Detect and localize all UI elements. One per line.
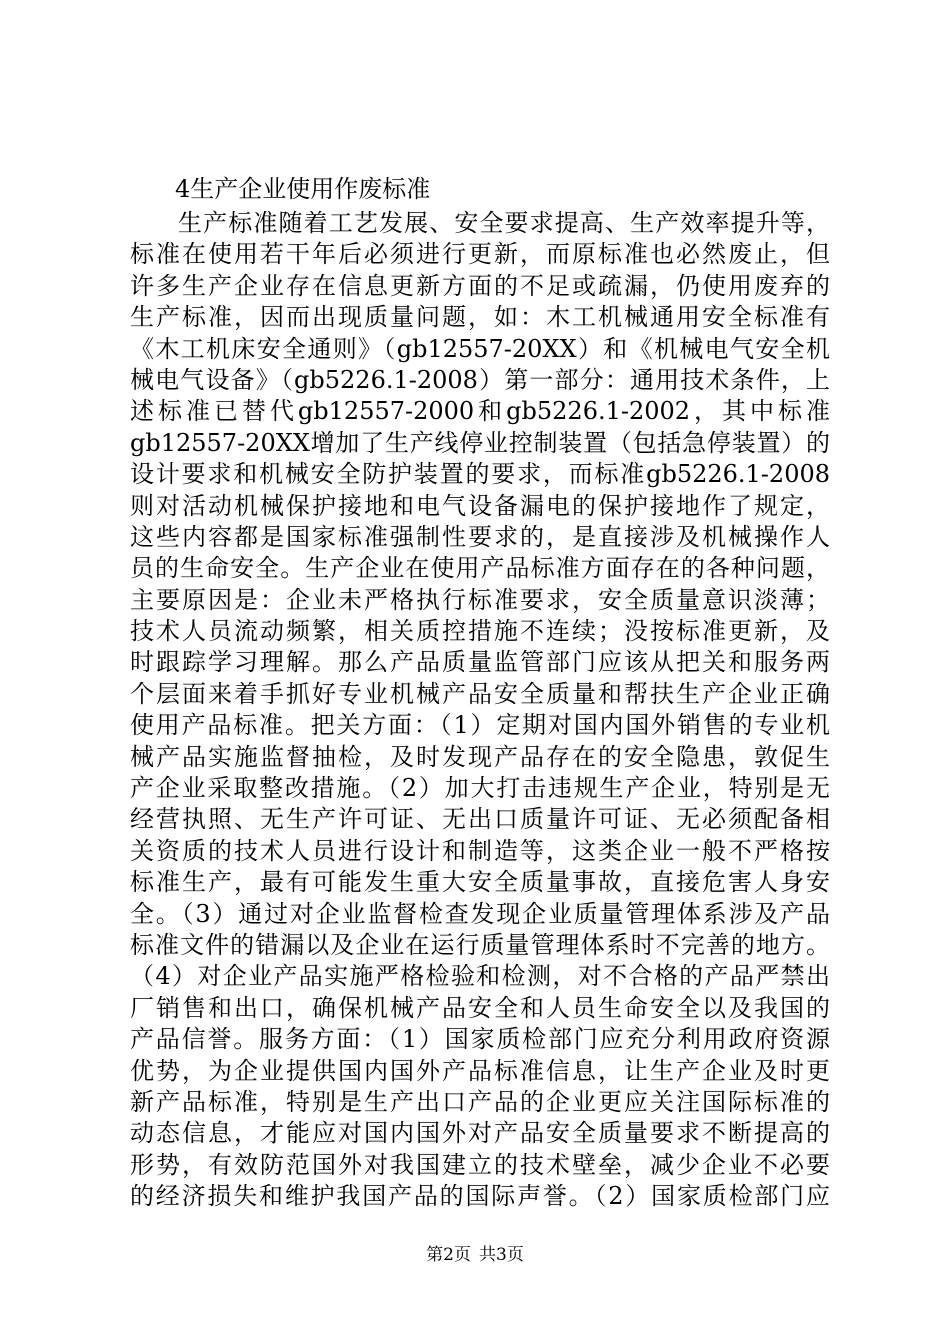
text-line: 厂销售和出口，确保机械产品安全和人员生命安全以及我国的 <box>130 993 830 1022</box>
text-line: 标准生产，最有可能发生重大安全质量事故，直接危害人身安 <box>130 868 830 897</box>
text-line: 形势，有效防范国外对我国建立的技术壁垒，减少企业不必要 <box>130 1150 830 1179</box>
text-line: 《木工机床安全通则》（gb12557-20XX）和《机械电气安全机 <box>130 334 830 363</box>
text-line: 的经济损失和维护我国产品的国际声誉。（2）国家质检部门应 <box>130 1182 830 1211</box>
body-paragraph <box>130 208 830 1213</box>
text-line: 述标准已替代gb12557-2000和gb5226.1-2002，其中标准 <box>130 397 830 426</box>
text-line: 械电气设备》（gb5226.1-2008）第一部分：通用技术条件，上 <box>130 365 830 394</box>
text-line: 这些内容都是国家标准强制性要求的，是直接涉及机械操作人 <box>130 522 830 551</box>
page-total: 共3页 <box>479 1245 524 1265</box>
text-line: 许多生产企业存在信息更新方面的不足或疏漏，仍使用废弃的 <box>130 271 830 300</box>
page-number: 第2页 <box>426 1245 471 1265</box>
text-line: 动态信息，才能应对国内国外对产品安全质量要求不断提高的 <box>130 1119 830 1148</box>
text-line: gb12557-20XX增加了生产线停业控制装置（包括急停装置）的 <box>130 428 830 457</box>
text-line: 设计要求和机械安全防护装置的要求，而标准gb5226.1-2008 <box>130 460 830 489</box>
text-line: 技术人员流动频繁，相关质控措施不连续；没按标准更新，及 <box>130 617 830 646</box>
page-footer <box>0 1244 950 1266</box>
text-line: 个层面来着手抓好专业机械产品安全质量和帮扶生产企业正确 <box>130 679 830 708</box>
text-line: 主要原因是：企业未严格执行标准要求，安全质量意识淡薄； <box>130 585 830 614</box>
text-line: 标准在使用若干年后必须进行更新，而原标准也必然废止，但 <box>130 240 830 269</box>
text-line: 优势，为企业提供国内国外产品标准信息，让生产企业及时更 <box>130 1056 830 1085</box>
text-line: 则对活动机械保护接地和电气设备漏电的保护接地作了规定， <box>130 491 830 520</box>
text-line: 全。（3）通过对企业监督检查发现企业质量管理体系涉及产品 <box>130 899 830 928</box>
text-line: （4）对企业产品实施严格检验和检测，对不合格的产品严禁出 <box>130 962 830 991</box>
text-line: 使用产品标准。把关方面：（1）定期对国内国外销售的专业机 <box>130 711 830 740</box>
text-line: 经营执照、无生产许可证、无出口质量许可证、无必须配备相 <box>130 805 830 834</box>
section-heading: 4生产企业使用作废标准 <box>175 175 431 203</box>
text-line: 械产品实施监督抽检，及时发现产品存在的安全隐患，敦促生 <box>130 742 830 771</box>
text-line: 时跟踪学习理解。那么产品质量监管部门应该从把关和服务两 <box>130 648 830 677</box>
text-line: 关资质的技术人员进行设计和制造等，这类企业一般不严格按 <box>130 836 830 865</box>
text-line: 生产标准，因而出现质量问题，如：木工机械通用安全标准有 <box>130 303 830 332</box>
text-line: 产品信誉。服务方面：（1）国家质检部门应充分利用政府资源 <box>130 1025 830 1054</box>
text-line: 新产品标准，特别是生产出口产品的企业更应关注国际标准的 <box>130 1087 830 1116</box>
text-line: 产企业采取整改措施。（2）加大打击违规生产企业，特别是无 <box>130 774 830 803</box>
text-line: 生产标准随着工艺发展、安全要求提高、生产效率提升等， <box>178 209 830 237</box>
text-line: 标准文件的错漏以及企业在运行质量管理体系时不完善的地方。 <box>130 930 830 959</box>
text-line: 员的生命安全。生产企业在使用产品标准方面存在的各种问题， <box>130 554 830 583</box>
